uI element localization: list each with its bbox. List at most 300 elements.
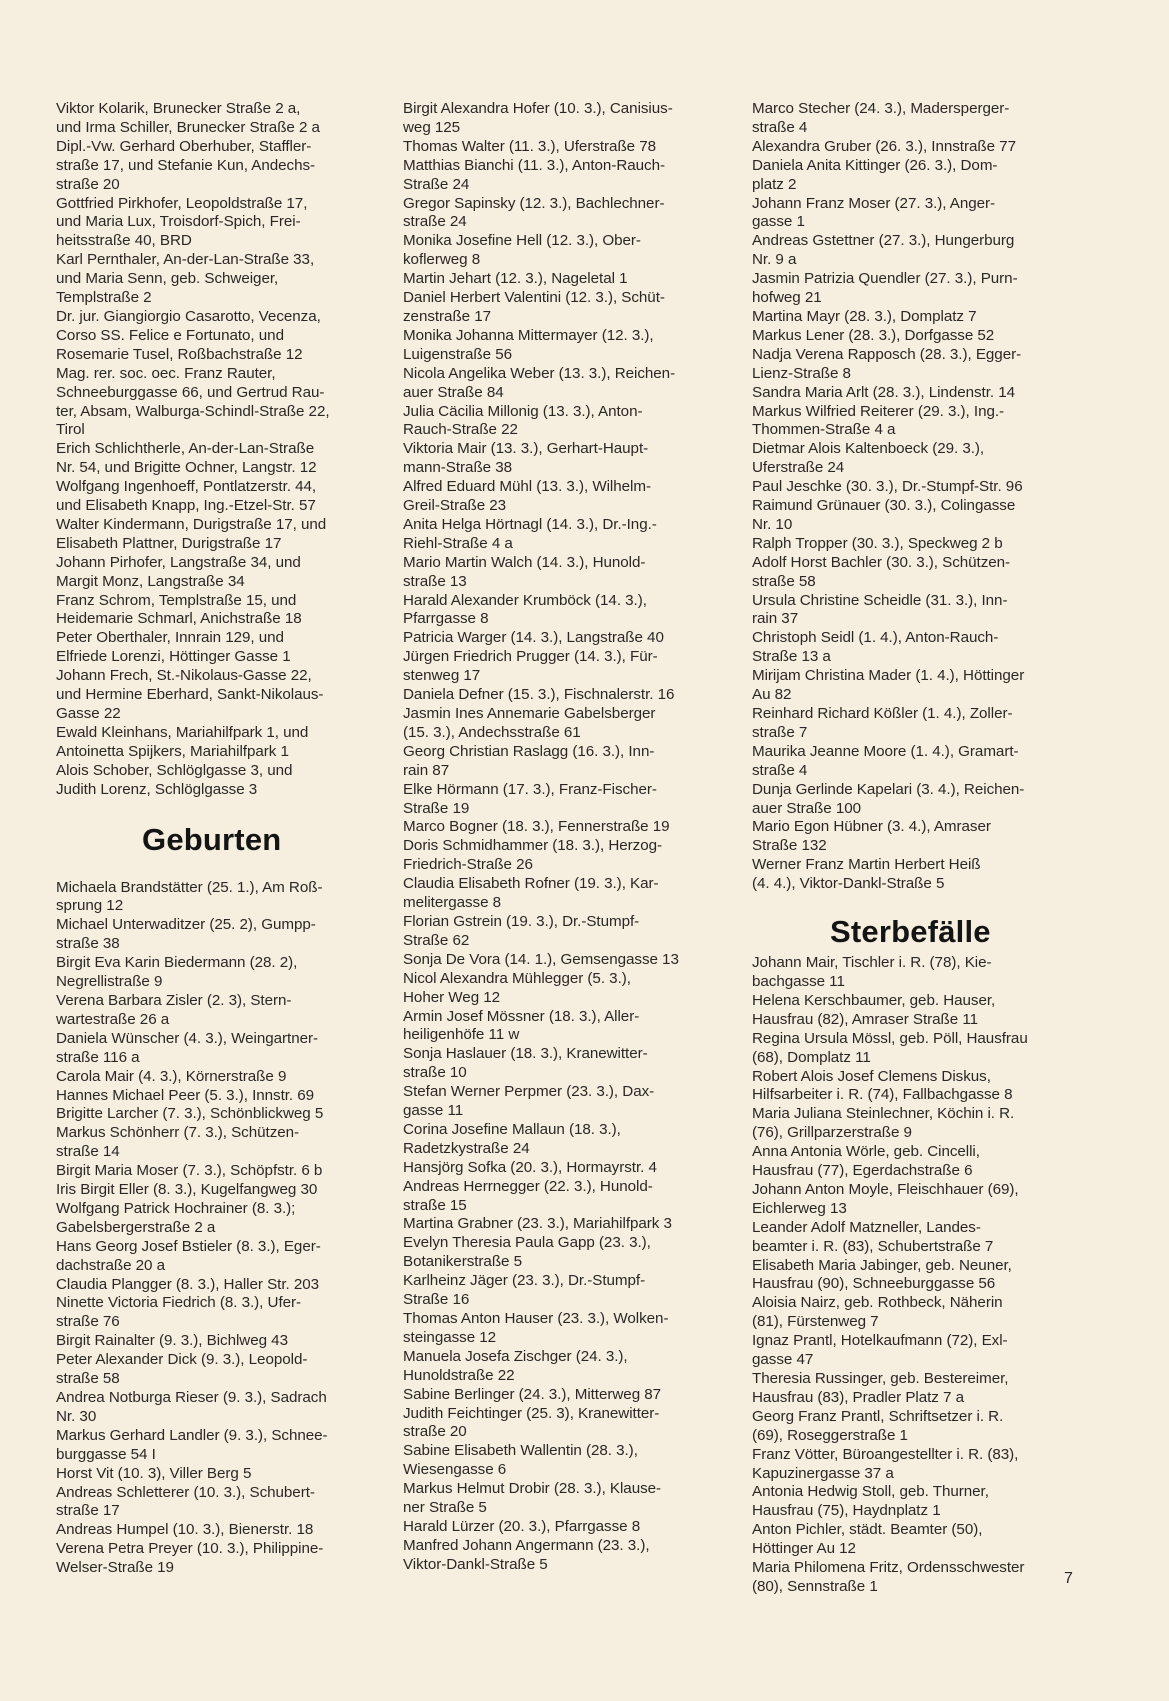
list-entry [752,856,1082,894]
entry-line: Erich Schlichtherle, An-der-Lan-Straße [56,440,315,458]
list-entry [752,308,1082,327]
entry-line: Höttinger Au 12 [752,1540,856,1558]
list-entry [752,1257,1082,1295]
list-entry [56,138,381,195]
entry-line: Rosemarie Tusel, Roßbachstraße 12 [56,345,303,363]
entry-line: Leander Adolf Matzneller, Landes- [752,1218,981,1236]
entry-line: Botanikerstraße 5 [403,1253,523,1271]
list-entry [403,138,728,157]
page-number: 7 [1064,1570,1073,1587]
entry-line: Nr. 54, und Brigitte Ochner, Langstr. 12 [56,459,317,477]
entry-line: Alois Schober, Schlöglgasse 3, und [56,761,293,779]
list-entry [56,916,381,954]
list-entry [403,1518,728,1537]
entry-line: Viktor-Dankl-Straße 5 [403,1555,548,1573]
entry-line: sprung 12 [56,897,124,915]
entry-line: Florian Gstrein (19. 3.), Dr.-Stumpf- [403,912,640,930]
entry-line: (80), Sennstraße 1 [752,1577,878,1595]
entry-line: Martina Grabner (23. 3.), Mariahilfpark 3 [403,1215,672,1233]
entry-line: Hausfrau (82), Amraser Straße 11 [752,1010,979,1028]
list-entry [752,1559,1082,1597]
entry-line: Raimund Grünauer (30. 3.), Colingasse [752,497,1016,515]
entry-line: Elfriede Lorenzi, Höttinger Gasse 1 [56,648,291,666]
entry-line: Straße 132 [752,837,827,855]
entry-line: Carola Mair (4. 3.), Körnerstraße 9 [56,1067,287,1085]
entry-line: Au 82 [752,686,792,704]
list-entry [752,232,1082,270]
entry-line: heitsstraße 40, BRD [56,232,192,250]
entry-line: Markus Wilfried Reiterer (29. 3.), Ing.- [752,402,1005,420]
entry-line: Nadja Verena Rapposch (28. 3.), Egger- [752,345,1022,363]
entry-line: weg 125 [403,118,461,136]
entry-line: Peter Oberthaler, Innrain 129, und [56,629,284,647]
entry-line: Birgit Maria Moser (7. 3.), Schöpfstr. 6 b [56,1162,323,1180]
entry-line: Hunoldstraße 22 [403,1366,515,1384]
entry-line: straße 17, und Stefanie Kun, Andechs- [56,156,316,174]
entry-line: Nicol Alexandra Mühlegger (5. 3.), [403,969,631,987]
entry-line: (15. 3.), Andechsstraße 61 [403,723,581,741]
entry-line: (76), Grillparzerstraße 9 [752,1124,912,1142]
entry-line: Markus Gerhard Landler (9. 3.), Schnee- [56,1426,328,1444]
list-entry [752,1068,1082,1106]
list-entry [752,954,1082,992]
entry-line: Rauch-Straße 22 [403,421,518,439]
list-entry [403,781,728,819]
entry-line: Hausfrau (75), Haydnplatz 1 [752,1502,941,1520]
entry-line: Aloisia Nairz, geb. Rothbeck, Näherin [752,1294,1003,1312]
list-entry [752,1446,1082,1484]
entry-line: Karl Pernthaler, An-der-Lan-Straße 33, [56,251,315,269]
entry-line: (81), Fürstenweg 7 [752,1313,879,1331]
list-entry [403,232,728,270]
entry-line: straße 10 [403,1064,467,1082]
entry-line: und Maria Lux, Troisdorf-Spich, Frei- [56,213,301,231]
entry-line: Elisabeth Plattner, Durigstraße 17 [56,534,282,552]
list-entry [56,1105,381,1124]
entry-line: Harald Lürzer (20. 3.), Pfarrgasse 8 [403,1517,641,1535]
entry-line: Sonja De Vora (14. 1.), Gemsengasse 13 [403,950,679,968]
entry-line: straße 13 [403,572,467,590]
entry-line: Wolfgang Patrick Hochrainer (8. 3.); [56,1199,296,1217]
list-entry [403,592,728,630]
entry-line: Radetzkystraße 24 [403,1139,530,1157]
entry-line: Hoher Weg 12 [403,988,501,1006]
list-entry [752,403,1082,441]
entry-line: bachgasse 11 [752,972,845,990]
list-entry [56,1332,381,1351]
list-entry [403,875,728,913]
entry-line: Thommen-Straße 4 a [752,421,896,439]
entry-line: Welser-Straße 19 [56,1559,174,1577]
list-entry [403,157,728,195]
entry-line: Heidemarie Schmarl, Anichstraße 18 [56,610,302,628]
entry-line: hofweg 21 [752,289,822,307]
list-entry [403,365,728,403]
entry-line: Jasmin Patrizia Quendler (27. 3.), Purn- [752,270,1018,288]
entry-line: Andreas Schletterer (10. 3.), Schubert- [56,1483,315,1501]
entry-line: Helena Kerschbaumer, geb. Hauser, [752,991,996,1009]
list-entry [56,516,381,554]
entry-line: Ralph Tropper (30. 3.), Speckweg 2 b [752,534,1003,552]
list-entry [752,346,1082,384]
entry-line: Luigenstraße 56 [403,345,513,363]
list-entry [752,592,1082,630]
list-entry [403,478,728,516]
entry-line: Hilfsarbeiter i. R. (74), Fallbachgasse 8 [752,1086,1013,1104]
entry-line: straße 116 a [56,1048,140,1066]
list-entry [403,1083,728,1121]
list-entry [403,195,728,233]
entry-line: Thomas Anton Hauser (23. 3.), Wolken- [403,1310,669,1327]
entry-line: Johann Franz Moser (27. 3.), Anger- [752,194,996,212]
entry-line: Paul Jeschke (30. 3.), Dr.-Stumpf-Str. 96 [752,478,1023,496]
births-list-continued [403,100,728,1575]
entry-line: auer Straße 100 [752,799,862,817]
entry-line: Andreas Humpel (10. 3.), Bienerstr. 18 [56,1521,314,1539]
entry-line: Andreas Herrnegger (22. 3.), Hunold- [403,1177,653,1195]
entry-line: heiligenhöfe 11 w [403,1026,520,1044]
entry-line: gasse 11 [403,1102,464,1120]
entry-line: straße 4 [752,118,808,136]
list-entry [752,384,1082,403]
entry-line: Birgit Rainalter (9. 3.), Bichlweg 43 [56,1332,288,1350]
list-entry [56,1540,381,1578]
list-entry [752,100,1082,138]
births-list [56,879,381,1579]
list-entry [403,1159,728,1178]
entry-line: Regina Ursula Mössl, geb. Pöll, Hausfrau [752,1029,1028,1047]
list-entry [403,1234,728,1272]
list-entry [56,440,381,478]
list-entry [56,1521,381,1540]
list-entry [403,1348,728,1386]
entry-line: Eichlerweg 13 [752,1199,847,1217]
entry-line: straße 76 [56,1313,120,1331]
list-entry [403,270,728,289]
entry-line: Martin Jehart (12. 3.), Nageletal 1 [403,270,628,288]
entry-line: Reinhard Richard Kößler (1. 4.), Zoller- [752,705,1013,722]
entry-line: Wolfgang Ingenhoeff, Pontlatzerstr. 44, [56,478,317,496]
entry-line: Hausfrau (90), Schneeburggasse 56 [752,1275,996,1293]
entry-line: Daniela Anita Kittinger (26. 3.), Dom- [752,156,998,174]
list-entry [403,686,728,705]
entry-line: Monika Johanna Mittermayer (12. 3.), [403,326,654,344]
entry-line: und Irma Schiller, Brunecker Straße 2 a [56,118,320,136]
entry-line: Judith Lorenz, Schlöglgasse 3 [56,780,258,798]
entry-line: Mag. rer. soc. oec. Franz Rauter, [56,364,276,382]
entry-line: Negrellistraße 9 [56,973,163,991]
entry-line: Stefan Werner Perpmer (23. 3.), Dax- [403,1083,655,1101]
entry-line: Greil-Straße 23 [403,497,507,515]
entry-line: melitergasse 8 [403,894,502,912]
list-entry [56,1484,381,1522]
list-entry [56,1351,381,1389]
entry-line: straße 20 [403,1423,467,1441]
entry-line: Antonia Hedwig Stoll, geb. Thurner, [752,1483,989,1501]
entry-line: Nicola Angelika Weber (13. 3.), Reichen- [403,364,676,382]
entry-line: Uferstraße 24 [752,459,845,477]
list-entry [752,667,1082,705]
entry-line: Corso SS. Felice e Fortunato, und [56,326,284,344]
entry-line: Nr. 9 a [752,251,797,269]
entry-line: Nr. 10 [752,515,793,533]
list-entry [56,1200,381,1238]
entry-line: Markus Lener (28. 3.), Dorfgasse 52 [752,326,995,344]
list-entry [752,1332,1082,1370]
entry-line: rain 87 [403,761,450,779]
list-entry [752,1181,1082,1219]
entry-line: straße 58 [56,1370,120,1388]
list-entry [403,1537,728,1575]
list-entry [752,1294,1082,1332]
list-entry [403,554,728,592]
list-entry [752,1483,1082,1521]
entry-line: Robert Alois Josef Clemens Diskus, [752,1067,991,1085]
entry-line: Manfred Johann Angermann (23. 3.), [403,1536,650,1554]
entry-line: Verena Barbara Zisler (2. 3), Stern- [56,991,292,1009]
list-entry [56,1465,381,1484]
list-entry [56,1030,381,1068]
entry-line: (68), Domplatz 11 [752,1048,871,1066]
list-entry [56,365,381,441]
list-entry [403,1178,728,1216]
entry-line: straße 58 [752,572,816,590]
list-entry [752,1521,1082,1559]
entry-line: Wiesengasse 6 [403,1461,507,1479]
entry-line: Marco Bogner (18. 3.), Fennerstraße 19 [403,818,670,836]
list-entry [56,1427,381,1465]
list-entry [403,1310,728,1348]
entry-line: straße 15 [403,1196,467,1214]
list-entry [403,1215,728,1234]
entry-line: wartestraße 26 a [56,1010,170,1028]
entry-line: Walter Kindermann, Durigstraße 17, und [56,515,327,533]
entry-line: beamter i. R. (83), Schubertstraße 7 [752,1237,994,1255]
list-entry [56,195,381,252]
column-middle [403,100,728,1575]
list-entry [56,1238,381,1276]
list-entry [56,992,381,1030]
entry-line: dachstraße 20 a [56,1256,166,1274]
list-entry [752,1143,1082,1181]
list-entry [752,1030,1082,1068]
entry-line: straße 4 [752,761,808,779]
list-entry [752,992,1082,1030]
entry-line: Verena Petra Preyer (10. 3.), Philippine- [56,1540,324,1558]
entry-line: Matthias Bianchi (11. 3.), Anton-Rauch- [403,156,665,174]
entry-line: Hans Georg Josef Bstieler (8. 3.), Eger- [56,1237,321,1255]
list-entry [56,724,381,762]
entry-line: Manuela Josefa Zischger (24. 3.), [403,1347,628,1365]
list-entry [403,705,728,743]
list-entry [403,1045,728,1083]
entry-line: Franz Vötter, Büroangestellter i. R. (83), [752,1445,1019,1463]
entry-line: Ninette Victoria Fiedrich (8. 3.), Ufer- [56,1294,302,1312]
list-entry [752,327,1082,346]
deaths-list [752,954,1082,1597]
list-entry [403,743,728,781]
entry-line: Markus Schönherr (7. 3.), Schützen- [56,1124,300,1142]
list-entry [752,440,1082,478]
entry-line: Sabine Berlinger (24. 3.), Mitterweg 87 [403,1385,662,1403]
entry-line: und Maria Senn, geb. Schweiger, [56,270,279,288]
list-entry [752,195,1082,233]
entry-line: Georg Christian Raslagg (16. 3.), Inn- [403,742,655,760]
entry-line: straße 24 [403,213,467,231]
entry-line: ner Straße 5 [403,1499,487,1517]
entry-line: Hausfrau (77), Egerdachstraße 6 [752,1162,973,1180]
entry-line: platz 2 [752,175,797,193]
entry-line: (69), Roseggerstraße 1 [752,1426,908,1444]
entry-line: Dunja Gerlinde Kapelari (3. 4.), Reichen- [752,780,1025,798]
entry-line: Daniel Herbert Valentini (12. 3.), Schüt- [403,289,665,307]
list-entry [752,1105,1082,1143]
entry-line: rain 37 [752,610,799,628]
entry-line: Mirijam Christina Mader (1. 4.), Höttinger [752,667,1025,685]
list-entry [752,554,1082,592]
entry-line: gasse 47 [752,1351,814,1369]
list-entry [56,1276,381,1295]
entry-line: straße 17 [56,1502,120,1520]
column-right [752,100,1082,1597]
entry-line: Hausfrau (83), Pradler Platz 7 a [752,1388,964,1406]
list-entry [56,1181,381,1200]
list-entry [56,478,381,516]
entry-line: Templstraße 2 [56,289,152,307]
entry-line: Elke Hörmann (17. 3.), Franz-Fischer- [403,780,657,798]
entry-line: burggasse 54 I [56,1445,156,1463]
list-entry [56,879,381,917]
entry-line: Georg Franz Prantl, Schriftsetzer i. R. [752,1407,1004,1425]
entry-line: Daniela Wünscher (4. 3.), Weingartner- [56,1029,319,1047]
entry-line: Dietmar Alois Kaltenboeck (29. 3.), [752,440,985,458]
entry-line: Straße 24 [403,175,470,193]
entry-line: mann-Straße 38 [403,459,513,477]
list-entry [56,1068,381,1087]
entry-line: Armin Josef Mössner (18. 3.), Aller- [403,1007,640,1025]
entry-line: Patricia Warger (14. 3.), Langstraße 40 [403,629,664,647]
list-entry [403,1008,728,1046]
entry-line: straße 7 [752,723,808,741]
entry-line: Jürgen Friedrich Prugger (14. 3.), Für- [403,648,658,666]
entry-line: Karlheinz Jäger (23. 3.), Dr.-Stumpf- [403,1272,646,1290]
entry-line: Hannes Michael Peer (5. 3.), Innstr. 69 [56,1086,315,1104]
entry-line: Judith Feichtinger (25. 3), Kranewitter- [403,1404,660,1422]
list-entry [752,1370,1082,1408]
entry-line: auer Straße 84 [403,383,504,401]
entry-line: Martina Mayr (28. 3.), Domplatz 7 [752,307,977,325]
entry-line: Riehl-Straße 4 a [403,534,513,552]
entry-line: Monika Josefine Hell (12. 3.), Ober- [403,232,641,250]
entry-line: Hansjörg Sofka (20. 3.), Hormayrstr. 4 [403,1158,657,1176]
entry-line: Franz Schrom, Templstraße 15, und [56,591,297,609]
list-entry [752,1408,1082,1446]
entry-line: und Hermine Eberhard, Sankt-Nikolaus- [56,686,324,704]
list-entry [752,138,1082,157]
list-entry [403,289,728,327]
list-entry [403,1405,728,1443]
list-entry [403,403,728,441]
entry-line: Iris Birgit Eller (8. 3.), Kugelfangweg 30 [56,1181,318,1199]
births-list-continued [752,100,1082,894]
entry-line: gasse 1 [752,213,805,231]
entry-line: Gabelsbergerstraße 2 a [56,1218,216,1236]
entry-line: Straße 62 [403,931,470,949]
entry-line: Maria Philomena Fritz, Ordensschwester [752,1559,1025,1577]
entry-line: Claudia Plangger (8. 3.), Haller Str. 203 [56,1275,320,1293]
entry-line: Elisabeth Maria Jabinger, geb. Neuner, [752,1256,1012,1274]
list-entry [56,100,381,138]
list-entry [403,818,728,837]
entry-line: Werner Franz Martin Herbert Heiß [752,856,981,874]
list-entry [403,629,728,648]
list-entry [56,1162,381,1181]
entry-line: Ewald Kleinhans, Mariahilfpark 1, und [56,723,309,741]
entry-line: Antoinetta Spijkers, Mariahilfpark 1 [56,742,289,760]
entry-line: Gottfried Pirkhofer, Leopoldstraße 17, [56,194,308,212]
entry-line: Julia Cäcilia Millonig (13. 3.), Anton- [403,402,643,420]
list-entry [56,667,381,724]
entry-line: Markus Helmut Drobir (28. 3.), Klause- [403,1480,662,1498]
entry-line: Margit Monz, Langstraße 34 [56,572,245,590]
entry-line: Johann Anton Moyle, Fleischhauer (69), [752,1180,1019,1198]
list-entry [752,497,1082,535]
list-entry [403,440,728,478]
entry-line: Maurika Jeanne Moore (1. 4.), Gramart- [752,742,1019,760]
entry-line: Harald Alexander Krumböck (14. 3.), [403,591,647,609]
list-entry [403,648,728,686]
entry-line: Birgit Eva Karin Biedermann (28. 2), [56,954,298,972]
entry-line: Lienz-Straße 8 [752,364,851,382]
entry-line: Dipl.-Vw. Gerhard Oberhuber, Staffler- [56,137,312,155]
list-entry [403,951,728,970]
entry-line: Christoph Seidl (1. 4.), Anton-Rauch- [752,629,999,647]
entry-line: Kapuzinergasse 37 a [752,1464,894,1482]
entry-line: Dr. jur. Giangiorgio Casarotto, Vecenza, [56,307,321,325]
entry-line: stenweg 17 [403,667,481,685]
list-entry [56,1087,381,1106]
entry-line: Michaela Brandstätter (25. 1.), Am Roß- [56,878,323,896]
entry-line: Johann Frech, St.-Nikolaus-Gasse 22, [56,667,312,685]
entry-line: straße 14 [56,1143,120,1161]
list-entry [752,818,1082,856]
section-heading-deaths: Sterbefälle [830,914,991,950]
entry-line: Sabine Elisabeth Wallentin (28. 3.), [403,1442,638,1460]
entry-line: Mario Egon Hübner (3. 4.), Amraser [752,818,991,836]
list-entry [403,837,728,875]
entry-line: steingasse 12 [403,1328,497,1346]
entry-line: Daniela Defner (15. 3.), Fischnalerstr. 16 [403,686,675,704]
entry-line: Corina Josefine Mallaun (18. 3.), [403,1120,621,1138]
list-entry [56,762,381,800]
entry-line: Johann Mair, Tischler i. R. (78), Kie- [752,954,992,972]
list-entry [56,629,381,667]
list-entry [56,554,381,592]
entry-line: Peter Alexander Dick (9. 3.), Leopold- [56,1351,308,1369]
marriages-list [56,100,381,800]
entry-line: Alfred Eduard Mühl (13. 3.), Wilhelm- [403,478,651,496]
entry-line: straße 38 [56,935,120,953]
entry-line: Anton Pichler, städt. Beamter (50), [752,1521,983,1539]
list-entry [752,629,1082,667]
entry-line: Evelyn Theresia Paula Gapp (23. 3.), [403,1234,651,1252]
list-entry [56,251,381,308]
list-entry [752,157,1082,195]
entry-line: Viktor Kolarik, Brunecker Straße 2 a, [56,100,301,117]
entry-line: Thomas Walter (11. 3.), Uferstraße 78 [403,137,657,155]
entry-line: Claudia Elisabeth Rofner (19. 3.), Kar- [403,875,659,893]
list-entry [403,516,728,554]
